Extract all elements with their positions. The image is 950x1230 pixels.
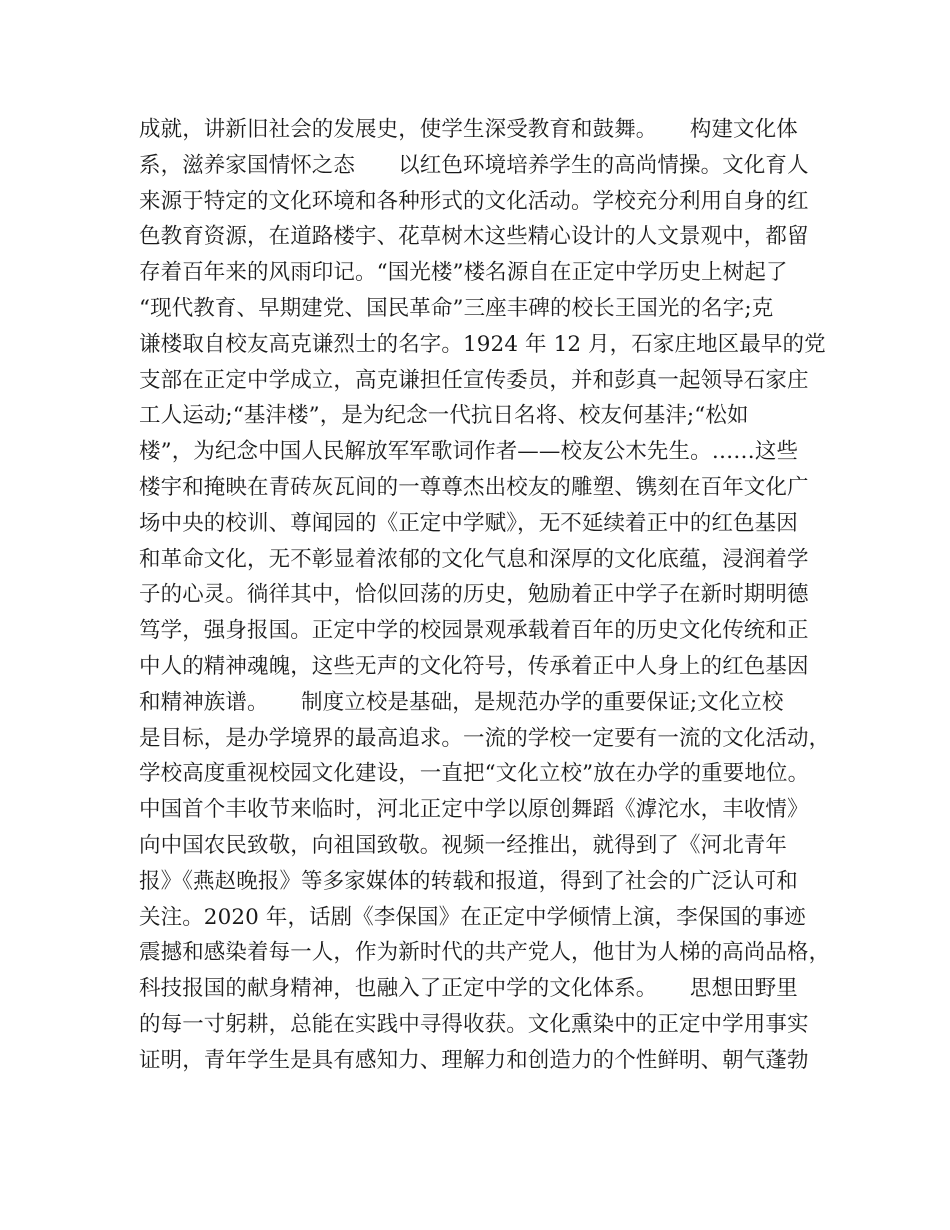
- text-line: 中人的精神魂魄，这些无声的文化符号，传承着正中人身上的红色基因: [139, 653, 809, 679]
- text-line: 向中国农民致敬，向祖国致敬。视频一经推出，就得到了《河北青年: [139, 832, 788, 858]
- text-line: 成就，讲新旧社会的发展史，使学生深受教育和鼓舞。 构建文化体: [139, 117, 798, 142]
- text-line: “现代教育、早期建党、国民革命”三座丰碑的校长王国光的名字;克: [139, 295, 774, 321]
- text-line: 报》《燕赵晚报》等多家媒体的转载和报道，得到了社会的广泛认可和: [139, 868, 798, 894]
- text-line: 证明，青年学生是具有感知力、理解力和创造力的个性鲜明、朝气蓬勃: [139, 1047, 809, 1073]
- text-line: 笃学，强身报国。正定中学的校园景观承载着百年的历史文化传统和正: [139, 618, 809, 644]
- text-line: 子的心灵。徜徉其中，恰似回荡的历史，勉励着正中学子在新时期明德: [139, 582, 809, 608]
- text-line: 楼宇和掩映在青砖灰瓦间的一尊尊杰出校友的雕塑、镌刻在百年文化广: [139, 474, 809, 500]
- text-line: 系，滋养家国情怀之态 以红色环境培养学生的高尚情操。文化育人: [139, 152, 809, 178]
- text-line: 谦楼取自校友高克谦烈士的名字。1924 年 12 月，石家庄地区最早的党: [139, 331, 826, 357]
- text-line: 支部在正定中学成立，高克谦担任宣传委员，并和彭真一起领导石家庄: [139, 367, 809, 393]
- text-line: 来源于特定的文化环境和各种形式的文化活动。学校充分利用自身的红: [139, 188, 809, 214]
- text-line: 震撼和感染着每一人，作为新时代的共产党人，他甘为人梯的高尚品格，: [139, 940, 831, 966]
- text-line: 是目标，是办学境界的最高追求。一流的学校一定要有一流的文化活动，: [139, 725, 831, 751]
- text-line: 工人运动;“基沣楼”，是为纪念一代抗日名将、校友何基沣;“松如: [139, 403, 749, 429]
- text-line: 的每一寸躬耕，总能在实践中寻得收获。文化熏染中的正定中学用事实: [139, 1011, 809, 1037]
- text-line: 楼”，为纪念中国人民解放军军歌词作者——校友公木先生。……这些: [139, 439, 799, 465]
- text-line: 存着百年来的风雨印记。“国光楼”楼名源自在正定中学历史上树起了: [139, 260, 788, 286]
- text-line: 学校高度重视校园文化建设，一直把“文化立校”放在办学的重要地位。: [139, 761, 810, 787]
- text-line: 色教育资源，在道路楼宇、花草树木这些精心设计的人文景观中，都留: [139, 224, 809, 250]
- text-line: 场中央的校训、尊闻园的《正定中学赋》，无不延续着正中的红色基因: [139, 510, 798, 536]
- body-text: [139, 112, 839, 1079]
- text-line: 关注。2020 年，话剧《李保国》在正定中学倾情上演，李保国的事迹: [139, 904, 806, 930]
- text-line: 中国首个丰收节来临时，河北正定中学以原创舞蹈《滹沱水，丰收情》: [139, 797, 809, 823]
- text-line: 科技报国的献身精神，也融入了正定中学的文化体系。 思想田野里: [139, 976, 798, 1002]
- text-line: 和革命文化，无不彰显着浓郁的文化气息和深厚的文化底蕴，浸润着学: [139, 546, 809, 572]
- text-line: 和精神族谱。 制度立校是基础，是规范办学的重要保证;文化立校: [139, 689, 784, 715]
